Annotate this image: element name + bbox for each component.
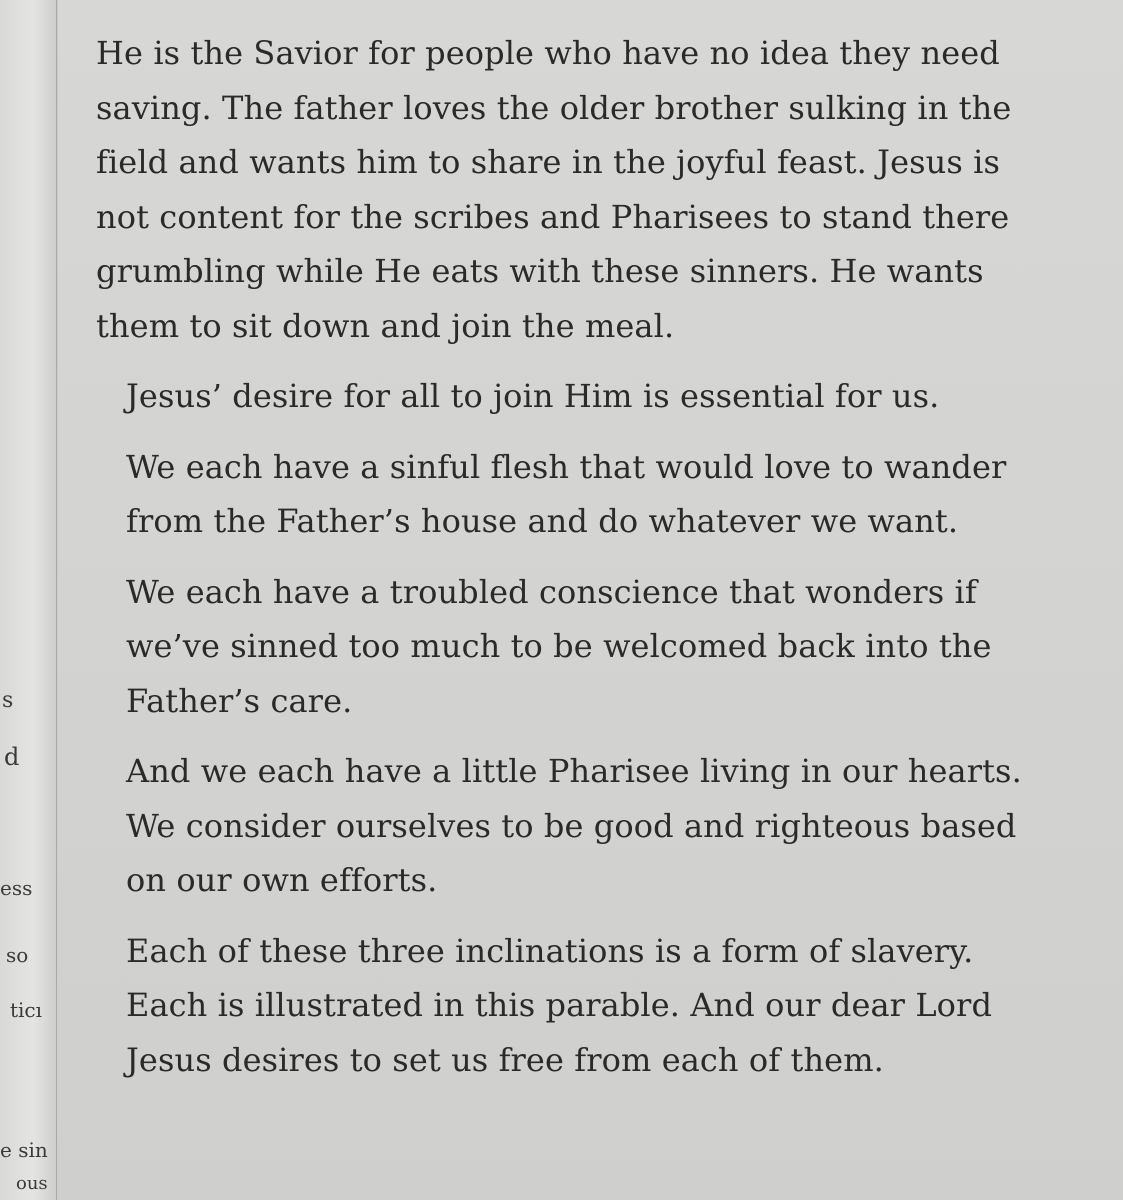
text-line: Each of these three inclinations is a form of slavery. <box>126 931 974 970</box>
left-page-fragment: ess <box>0 876 33 900</box>
text-line: grumbling while He eats with these sinners. He wants <box>96 252 984 290</box>
paragraph <box>96 440 1096 549</box>
paragraph <box>96 369 1096 424</box>
text-line: field and wants him to share in the joyful feast. Jesus is <box>96 143 1001 181</box>
text-line: saving. The father loves the older brother sulking in the <box>96 88 1012 127</box>
left-page-fragment: ticı <box>10 998 43 1022</box>
text-line: We each have a troubled conscience that wonders if <box>126 572 977 611</box>
text-line: We consider ourselves to be good and righteous based <box>126 806 1017 845</box>
left-page-fragment: s <box>2 688 14 713</box>
previous-page-edge <box>0 0 57 1200</box>
text-line: Each is illustrated in this parable. And our dear Lord <box>126 986 993 1024</box>
paragraph <box>96 924 1096 1088</box>
text-line: Jesus’ desire for all to join Him is essential for us. <box>126 377 940 415</box>
paragraph <box>96 565 1096 729</box>
text-line: And we each have a little Pharisee living in our hearts. <box>126 752 1022 790</box>
text-line: Father’s care. <box>126 681 353 720</box>
left-page-fragment: d <box>4 743 20 771</box>
text-line: Jesus desires to set us free from each of them. <box>126 1040 884 1079</box>
text-line: We each have a sinful flesh that would love to wander <box>126 447 1007 486</box>
text-line: He is the Savior for people who have no idea they need <box>96 34 1000 72</box>
paragraph <box>96 26 1096 353</box>
text-line: them to sit down and join the meal. <box>96 306 675 345</box>
left-page-fragment: e sin <box>0 1138 48 1162</box>
text-line: on our own efforts. <box>126 861 438 899</box>
paragraph <box>96 744 1096 908</box>
book-page <box>58 0 1123 1200</box>
page-text <box>96 26 1096 1103</box>
text-line: not content for the scribes and Pharisees to stand there <box>96 197 1010 236</box>
left-page-fragment: ous <box>16 1173 48 1194</box>
text-line: we’ve sinned too much to be welcomed back into the <box>126 627 992 665</box>
text-line: from the Father’s house and do whatever we want. <box>126 502 959 540</box>
left-page-fragment: so <box>6 943 29 967</box>
